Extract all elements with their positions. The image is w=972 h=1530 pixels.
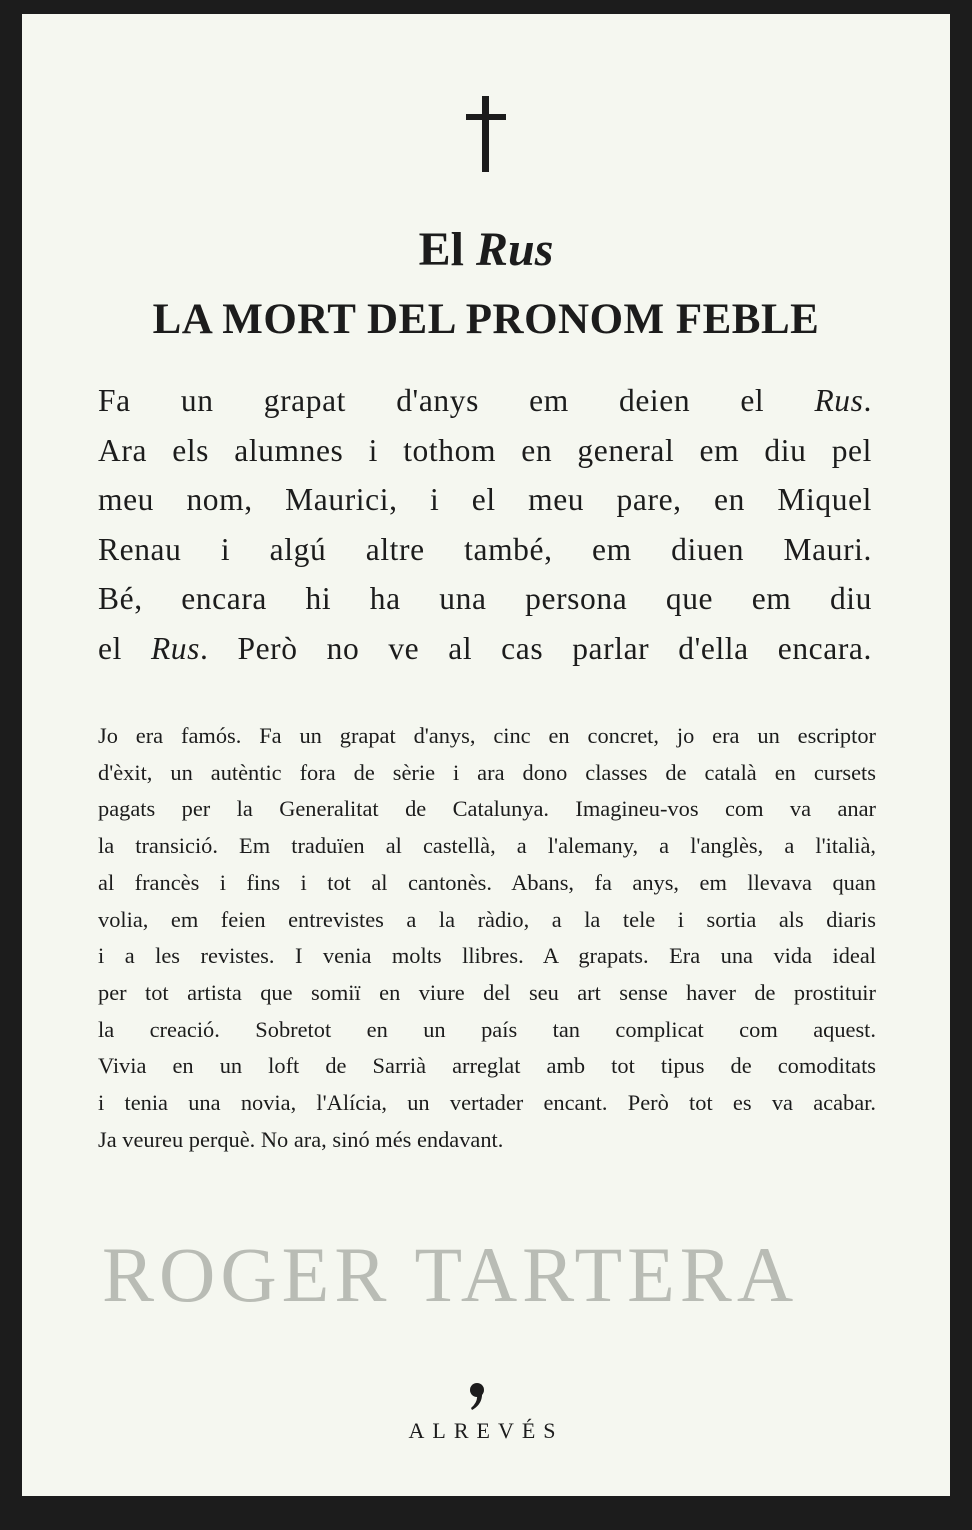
body-line: i a les revistes. I venia molts llibres. A grapats. Era una vida ideal: [98, 943, 876, 969]
title-italic: Rus: [475, 223, 554, 276]
body-line: volia, em feien entrevistes a la ràdio, a la tele i sortia als diaris: [98, 906, 876, 932]
intro-paragraph: [98, 376, 872, 673]
author-name: ROGER TARTERA: [102, 1231, 799, 1318]
body-line: d'èxit, un autèntic fora de sèrie i ara dono classes de català en cursets: [98, 759, 876, 785]
book-subtitle: LA MORT DEL PRONOM FEBLE: [152, 296, 820, 343]
body-line: pagats per la Generalitat de Catalunya. Imagineu-vos com va anar: [98, 796, 876, 822]
body-line: la transició. Em traduïen al castellà, a l'alemany, a l'anglès, a l'italià,: [98, 833, 876, 859]
intro-line: Bé, encara hi ha una persona que em diu: [98, 581, 872, 616]
body-line: la creació. Sobretot en un país tan complicat com aquest.: [98, 1016, 876, 1042]
body-line: per tot artista que somiï en viure del seu art sense haver de prostituir: [98, 979, 876, 1005]
book-title: [22, 223, 950, 276]
publisher-name: ALREVÉS: [408, 1418, 564, 1443]
title-prefix: El: [418, 223, 476, 276]
book-cover: [22, 14, 950, 1496]
body-line: Vivia en un loft de Sarrià arreglat amb tot tipus de comoditats: [98, 1053, 876, 1079]
comma-logo-icon: [467, 1382, 487, 1412]
intro-line: meu nom, Maurici, i el meu pare, en Miquel: [98, 482, 872, 517]
cross-icon: [466, 96, 506, 172]
intro-line: Renau i algú altre també, em diuen Mauri.: [98, 531, 872, 567]
body-line: al francès i fins i tot al cantonès. Abans, fa anys, em llevava quan: [98, 869, 876, 895]
body-line: i tenia una novia, l'Alícia, un vertader encant. Però tot es va acabar.: [98, 1090, 876, 1116]
intro-line: Fa un grapat d'anys em deien el Rus.: [98, 383, 872, 418]
body-line: Ja veureu perquè. No ara, sinó més endavant.: [98, 1126, 504, 1152]
body-line: Jo era famós. Fa un grapat d'anys, cinc en concret, jo era un escriptor: [98, 723, 876, 748]
intro-line: Ara els alumnes i tothom en general em diu pel: [98, 432, 872, 468]
body-paragraph: [98, 718, 876, 1158]
intro-line: el Rus. Però no ve al cas parlar d'ella encara.: [98, 630, 872, 666]
